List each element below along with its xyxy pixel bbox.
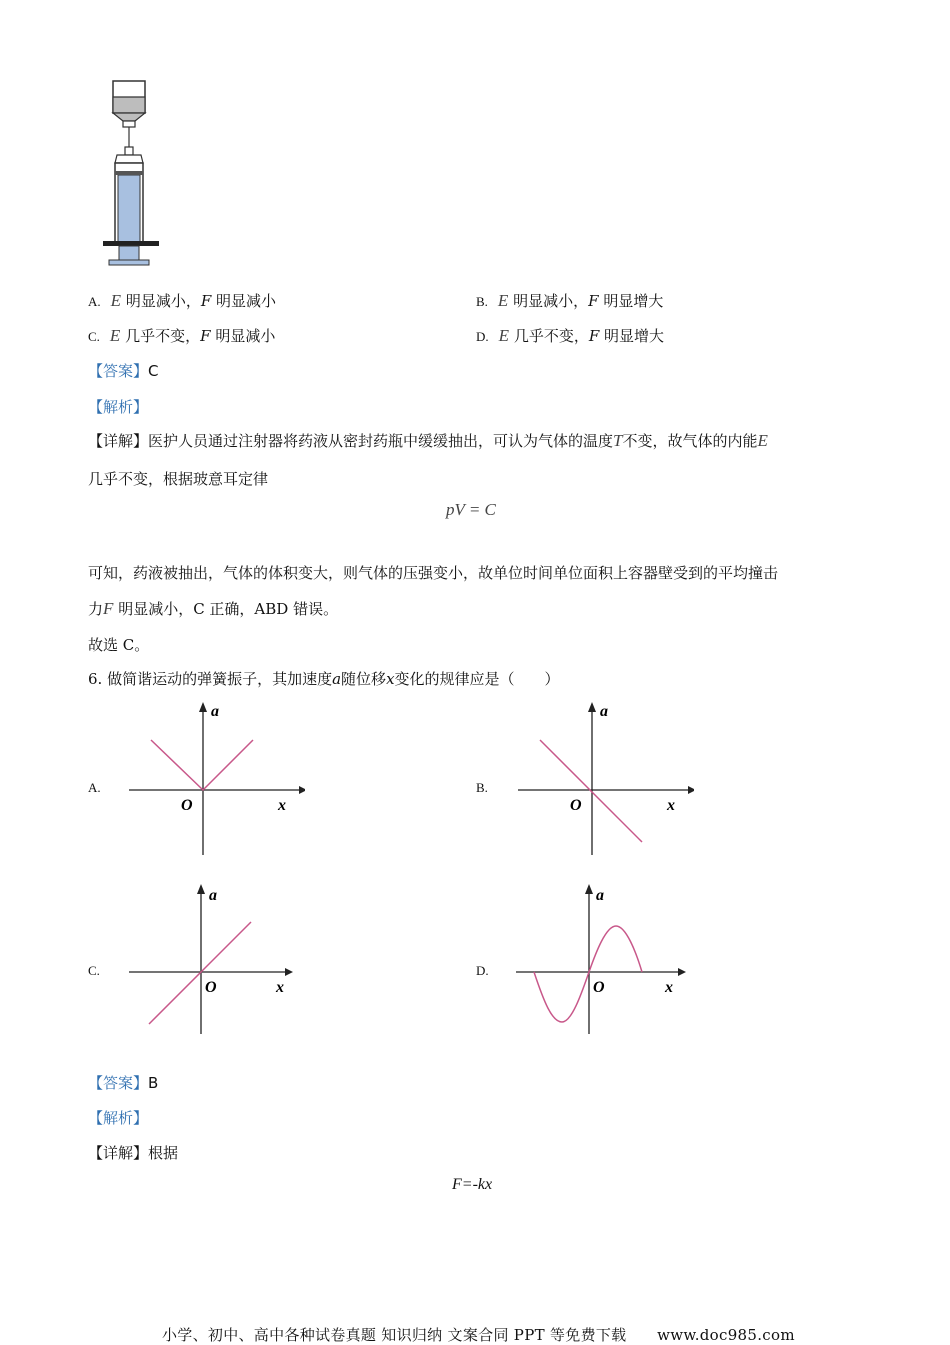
q5-final: 故选 C。 xyxy=(88,636,150,654)
syringe-figure xyxy=(95,75,165,270)
graph-c-axis-y: a xyxy=(209,887,217,904)
option-a: A. E 明显减小，F 明显减小 xyxy=(88,291,277,310)
graph-a-axis-y: a xyxy=(211,703,219,720)
q5-conclusion-line1: 可知，药液被抽出，气体的体积变大，则气体的压强变小，故单位时间单位面积上容器壁受到的平均撞击 xyxy=(88,564,779,582)
graph-a xyxy=(125,700,305,860)
graph-a-letter: A. xyxy=(88,780,101,795)
option-b: B. E 明显减小，F 明显增大 xyxy=(476,291,664,310)
graph-b-axis-y: a xyxy=(600,703,608,720)
graph-c-letter: C. xyxy=(88,963,100,978)
graph-c xyxy=(125,882,305,1042)
q5-answer: 【答案】C xyxy=(88,362,159,380)
graph-a-origin: O xyxy=(181,797,193,814)
graph-b-axis-x: x xyxy=(667,797,675,814)
q5-formula: pV = C xyxy=(446,500,496,519)
graph-c-axis-x: x xyxy=(276,979,284,996)
graph-a-axis-x: x xyxy=(278,797,286,814)
page-footer: 小学、初中、高中各种试卷真题 知识归纳 文案合同 PPT 等免费下载 www.doc985.com xyxy=(162,1326,795,1344)
graph-b xyxy=(514,700,694,860)
q6-detail: 【详解】根据 xyxy=(88,1144,179,1162)
graph-d-axis-x: x xyxy=(665,979,673,996)
q5-conclusion-line2: 力F 明显减小，C 正确，ABD 错误。 xyxy=(88,599,339,618)
option-c: C. E 几乎不变，F 明显减小 xyxy=(88,326,276,345)
q6-analysis-tag: 【解析】 xyxy=(88,1109,149,1127)
graph-b-letter: B. xyxy=(476,780,488,795)
graph-d-letter: D. xyxy=(476,963,489,978)
q6-stem: 6. 做简谐运动的弹簧振子，其加速度a随位移x变化的规律应是（ ） xyxy=(88,670,560,688)
graph-d xyxy=(512,882,692,1042)
q5-detail-line2: 几乎不变，根据玻意耳定律 xyxy=(88,470,269,488)
graph-c-origin: O xyxy=(205,979,217,996)
q6-answer: 【答案】B xyxy=(88,1074,159,1092)
option-d: D. E 几乎不变，F 明显增大 xyxy=(476,326,665,345)
q6-formula: F=-kx xyxy=(452,1176,493,1193)
graph-d-origin: O xyxy=(593,979,605,996)
q5-analysis-tag: 【解析】 xyxy=(88,398,149,416)
q5-detail-line1: 【详解】医护人员通过注射器将药液从密封药瓶中缓缓抽出，可认为气体的温度T不变，故气体的内能E xyxy=(88,431,768,450)
graph-b-origin: O xyxy=(570,797,582,814)
graph-d-axis-y: a xyxy=(596,887,604,904)
